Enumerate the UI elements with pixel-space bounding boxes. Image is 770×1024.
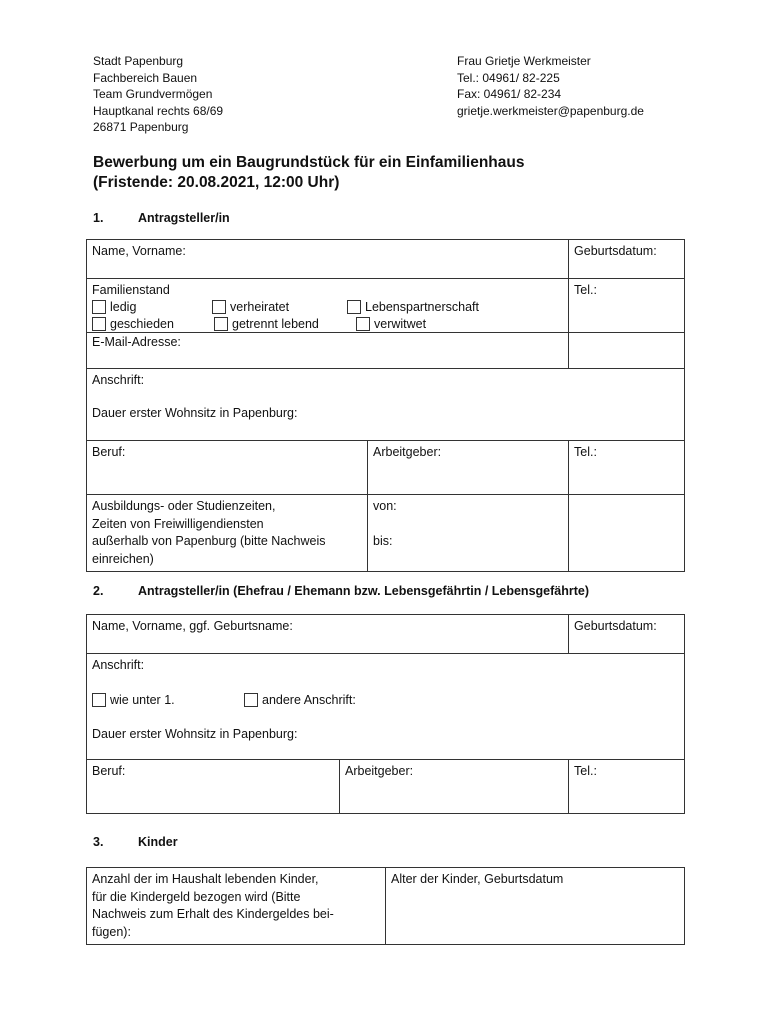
children-count-line-4: fügen): — [92, 924, 131, 939]
employer-tel-label: Tel.: — [574, 445, 597, 460]
section-1-title: Antragsteller/in — [138, 211, 230, 225]
sender-line-5: 26871 Papenburg — [93, 120, 189, 134]
sender-line-2: Fachbereich Bauen — [93, 70, 198, 85]
children-count-line-3: Nachweis zum Erhalt des Kindergeldes bei- — [92, 907, 334, 921]
applicant-1-tel-field[interactable] — [569, 279, 685, 333]
employer-label: Arbeitgeber: — [373, 445, 442, 460]
getrennt-checkbox[interactable] — [214, 317, 228, 331]
name-label: Name, Vorname: — [92, 244, 186, 258]
applicant-1-email-field[interactable] — [87, 333, 569, 369]
same-address-checkbox[interactable] — [92, 693, 106, 707]
children-age-field[interactable] — [386, 868, 685, 945]
ledig-checkbox[interactable] — [92, 300, 106, 314]
children-table — [86, 867, 685, 945]
children-count-field[interactable] — [87, 868, 386, 945]
getrennt-label: getrennt lebend — [232, 316, 319, 331]
education-line-2: Zeiten von Freiwilligendiensten — [92, 516, 264, 531]
section-3-heading — [93, 834, 178, 850]
section-2-title: Antragsteller/in (Ehefrau / Ehemann bzw. Lebensgefährtin / Lebensgefährte) — [138, 584, 590, 598]
sender-line-3: Team Grundvermögen — [93, 87, 213, 101]
name-label: Name, Vorname, ggf. Geburtsname: — [92, 619, 293, 633]
applicant-1-name-field[interactable] — [87, 240, 569, 279]
family-status-cell — [87, 279, 569, 333]
applicant-2-birth-field[interactable] — [569, 615, 685, 654]
section-3-number: 3. — [93, 835, 104, 849]
residence-label: Dauer erster Wohnsitz in Papenburg: — [92, 727, 298, 742]
applicant-1-employer-tel-field[interactable] — [569, 441, 685, 495]
sender-line-1: Stadt Papenburg — [93, 54, 184, 68]
section-2-number: 2. — [93, 584, 104, 598]
section-2-heading — [93, 583, 589, 599]
contact-email: grietje.werkmeister@papenburg.de — [457, 103, 644, 118]
applicant-1-employer-field[interactable] — [368, 441, 569, 495]
applicant-2-job-field[interactable] — [87, 760, 340, 814]
education-line-3: außerhalb von Papenburg (bitte Nachweis — [92, 534, 326, 549]
contact-name: Frau Grietje Werkmeister — [457, 54, 591, 68]
email-label: E-Mail-Adresse: — [92, 335, 181, 350]
sender-address — [93, 53, 223, 136]
birth-label: Geburtsdatum: — [574, 244, 657, 258]
applicant-2-name-field[interactable] — [87, 615, 569, 654]
children-count-line-2: für die Kindergeld bezogen wird (Bitte — [92, 889, 301, 904]
applicant-1-birth-field[interactable] — [569, 240, 685, 279]
lebenspartnerschaft-checkbox[interactable] — [347, 300, 361, 314]
section-1-heading — [93, 210, 230, 226]
education-line-1: Ausbildungs- oder Studienzeiten, — [92, 499, 276, 514]
birth-label: Geburtsdatum: — [574, 619, 657, 633]
verwitwet-label: verwitwet — [374, 316, 427, 331]
to-label: bis: — [373, 533, 393, 548]
job-label: Beruf: — [92, 445, 126, 460]
address-label: Anschrift: — [92, 658, 145, 672]
applicant-2-address-field[interactable] — [87, 654, 685, 760]
section-3-title: Kinder — [138, 835, 178, 849]
from-label: von: — [373, 499, 397, 514]
empty-cell — [569, 495, 685, 572]
family-status-label: Familienstand — [92, 283, 170, 297]
contact-block — [457, 53, 644, 119]
geschieden-label: geschieden — [110, 316, 174, 331]
address-label: Anschrift: — [92, 373, 145, 388]
children-count-line-1: Anzahl der im Haushalt lebenden Kinder, — [92, 872, 319, 886]
ledig-label: ledig — [110, 299, 137, 314]
other-address-checkbox[interactable] — [244, 693, 258, 707]
document-title — [93, 153, 524, 193]
applicant-1-address-field[interactable] — [87, 369, 685, 441]
title-line-2: (Fristende: 20.08.2021, 12:00 Uhr) — [93, 174, 340, 191]
contact-fax: Fax: 04961/ 82-234 — [457, 87, 562, 101]
applicant-1-job-field[interactable] — [87, 441, 368, 495]
tel-label: Tel.: — [574, 283, 597, 297]
lebenspartnerschaft-label: Lebenspartnerschaft — [365, 299, 479, 314]
job-label: Beruf: — [92, 764, 126, 778]
section-1-number: 1. — [93, 211, 104, 225]
education-cell — [87, 495, 368, 572]
other-address-label: andere Anschrift: — [262, 692, 356, 707]
sender-line-4: Hauptkanal rechts 68/69 — [93, 103, 224, 118]
residence-label: Dauer erster Wohnsitz in Papenburg: — [92, 405, 298, 420]
applicant-1-table — [86, 239, 685, 572]
contact-tel: Tel.: 04961/ 82-225 — [457, 70, 560, 85]
same-address-label: wie unter 1. — [110, 692, 175, 707]
applicant-2-tel-field[interactable] — [569, 760, 685, 814]
applicant-2-employer-field[interactable] — [340, 760, 569, 814]
tel-label: Tel.: — [574, 764, 597, 778]
education-line-4: einreichen) — [92, 551, 154, 566]
geschieden-checkbox[interactable] — [92, 317, 106, 331]
education-dates-field[interactable] — [368, 495, 569, 572]
children-age-label: Alter der Kinder, Geburtsdatum — [391, 872, 564, 886]
verheiratet-checkbox[interactable] — [212, 300, 226, 314]
applicant-2-table — [86, 614, 685, 814]
employer-label: Arbeitgeber: — [345, 764, 414, 778]
title-line-1: Bewerbung um ein Baugrundstück für ein Einfamilienhaus — [93, 154, 525, 171]
verwitwet-checkbox[interactable] — [356, 317, 370, 331]
empty-cell — [569, 333, 685, 369]
verheiratet-label: verheiratet — [230, 299, 290, 314]
